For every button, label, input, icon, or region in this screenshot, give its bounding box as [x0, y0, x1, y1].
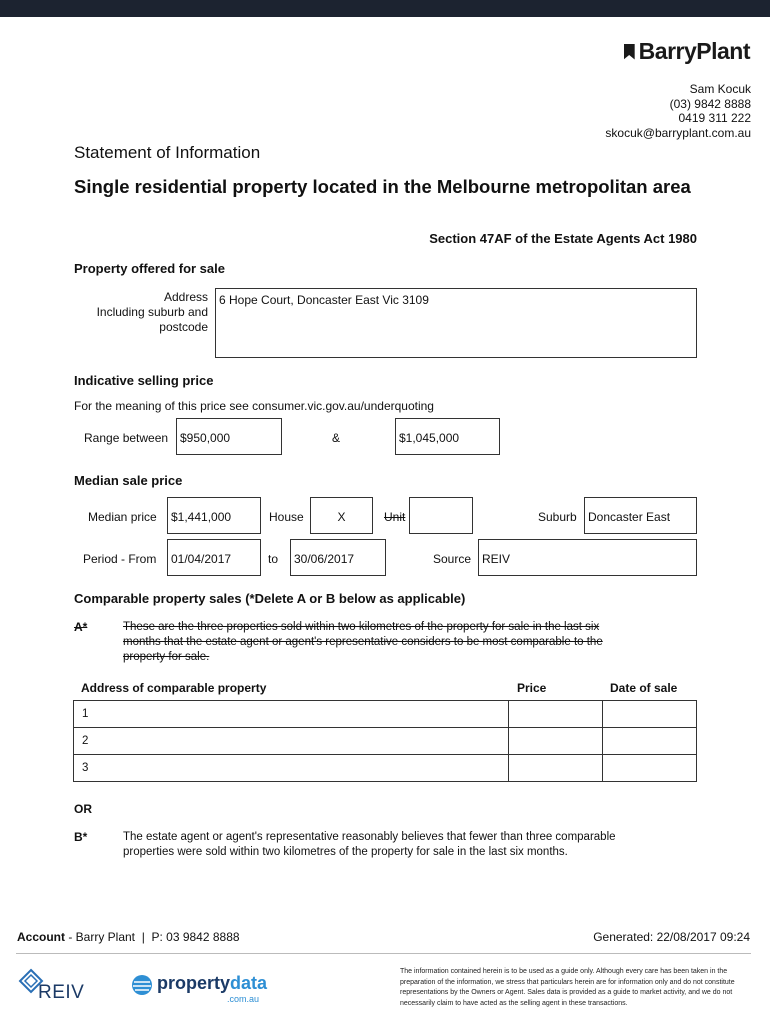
- suburb-field[interactable]: Doncaster East: [584, 497, 697, 534]
- top-bar: [0, 0, 770, 17]
- option-b-line: The estate agent or agent's representative reasonably believes that fewer than three comparable: [123, 831, 616, 843]
- col-date-header: Date of sale: [610, 681, 678, 695]
- propertydata-text-a: property: [157, 973, 231, 993]
- period-label: Period - From: [83, 552, 157, 566]
- generated-timestamp: Generated: 22/08/2017 09:24: [593, 930, 750, 944]
- unit-label: Unit: [384, 510, 406, 524]
- table-row: [74, 755, 697, 782]
- page-title: Single residential property located in the Melbourne metropolitan area: [74, 176, 691, 197]
- reiv-logo: [18, 966, 93, 1006]
- indicative-heading: Indicative selling price: [74, 373, 214, 388]
- comparable-heading: Comparable property sales (*Delete A or B below as applicable): [74, 591, 466, 606]
- option-a-line: These are the three properties sold within two kilometres of the property for sale in the last six: [123, 621, 600, 633]
- agent-mobile: 0419 311 222: [678, 111, 751, 125]
- propertydata-sub: .com.au: [227, 994, 260, 1004]
- section-reference: Section 47AF of the Estate Agents Act 1980: [429, 231, 697, 246]
- property-heading: Property offered for sale: [74, 261, 225, 276]
- address-label: [97, 290, 208, 335]
- table-cell-address[interactable]: 2: [74, 728, 509, 755]
- option-b-text: [123, 830, 713, 860]
- account-label: Account: [17, 930, 65, 944]
- address-label-line: postcode: [159, 320, 208, 334]
- table-row: [74, 728, 697, 755]
- agent-phone: (03) 9842 8888: [669, 96, 751, 111]
- option-a-line: property for sale.: [123, 651, 210, 663]
- address-label-line: Including suburb and: [96, 305, 208, 319]
- median-heading: Median sale price: [74, 473, 183, 488]
- table-cell-address[interactable]: 3: [74, 755, 509, 782]
- table-row: [74, 701, 697, 728]
- range-ampersand: &: [332, 431, 341, 445]
- option-b-marker: B*: [74, 830, 88, 844]
- propertydata-text: [157, 973, 267, 994]
- house-checkbox[interactable]: X: [310, 497, 373, 534]
- comparable-table: [73, 700, 697, 782]
- house-label: House: [269, 510, 304, 524]
- indicative-note: For the meaning of this price see consumer.vic.gov.au/underquoting: [74, 399, 434, 413]
- source-label: Source: [433, 552, 472, 566]
- disclaimer: The information contained herein is to be used as a guide only. Although every care has been taken in the preparation of the information, we stress that particulars herein are for information only and do not constitute representations by the Owners or Agent. Sales data is provided as a guide to market activity, and we do not necessarily claim to have acted as the selling agent in these transactions.: [400, 968, 735, 1007]
- agent-email: skocuk@barryplant.com.au: [605, 125, 751, 140]
- agent-contact: [605, 82, 751, 140]
- suburb-label: Suburb: [538, 510, 577, 524]
- or-divider: OR: [74, 802, 92, 816]
- propertydata-globe-icon: [131, 974, 153, 996]
- brand-logo: [624, 38, 750, 65]
- unit-checkbox[interactable]: [409, 497, 473, 534]
- table-cell-date[interactable]: [603, 728, 697, 755]
- col-price-header: Price: [517, 681, 547, 695]
- footer-divider: [16, 953, 751, 954]
- median-price-label: Median price: [88, 510, 157, 524]
- reiv-text: REIV: [38, 982, 85, 1003]
- propertydata-logo: [131, 972, 271, 1008]
- address-label-line: Address: [163, 290, 208, 304]
- propertydata-text-b: data: [230, 973, 268, 993]
- agent-name: Sam Kocuk: [689, 82, 751, 96]
- period-to-field[interactable]: 30/06/2017: [290, 539, 386, 576]
- option-a-text: [123, 620, 703, 665]
- price-high-field[interactable]: $1,045,000: [395, 418, 500, 455]
- median-price-field[interactable]: $1,441,000: [167, 497, 261, 534]
- account-text: - Barry Plant | P: 03 9842 8888: [65, 930, 240, 944]
- table-cell-price[interactable]: [509, 701, 603, 728]
- table-cell-price[interactable]: [509, 728, 603, 755]
- brand-name: BarryPlant: [638, 38, 750, 64]
- table-cell-date[interactable]: [603, 701, 697, 728]
- table-cell-address[interactable]: 1: [74, 701, 509, 728]
- address-field[interactable]: 6 Hope Court, Doncaster East Vic 3109: [215, 288, 697, 358]
- table-cell-date[interactable]: [603, 755, 697, 782]
- table-cell-price[interactable]: [509, 755, 603, 782]
- range-label: Range between: [84, 431, 169, 445]
- source-field[interactable]: REIV: [478, 539, 697, 576]
- option-b-line: properties were sold within two kilometres of the property for sale in the last six months.: [123, 846, 568, 858]
- document-type: Statement of Information: [74, 143, 261, 162]
- option-a-marker: A*: [74, 620, 88, 634]
- account-info: [17, 930, 240, 944]
- col-address-header: Address of comparable property: [81, 681, 267, 695]
- option-a-line: months that the estate agent or agent's representative considers to be most comparable to the: [123, 636, 603, 648]
- period-to-label: to: [268, 552, 279, 566]
- price-low-field[interactable]: $950,000: [176, 418, 282, 455]
- period-from-field[interactable]: 01/04/2017: [167, 539, 261, 576]
- bookmark-icon: [624, 44, 635, 60]
